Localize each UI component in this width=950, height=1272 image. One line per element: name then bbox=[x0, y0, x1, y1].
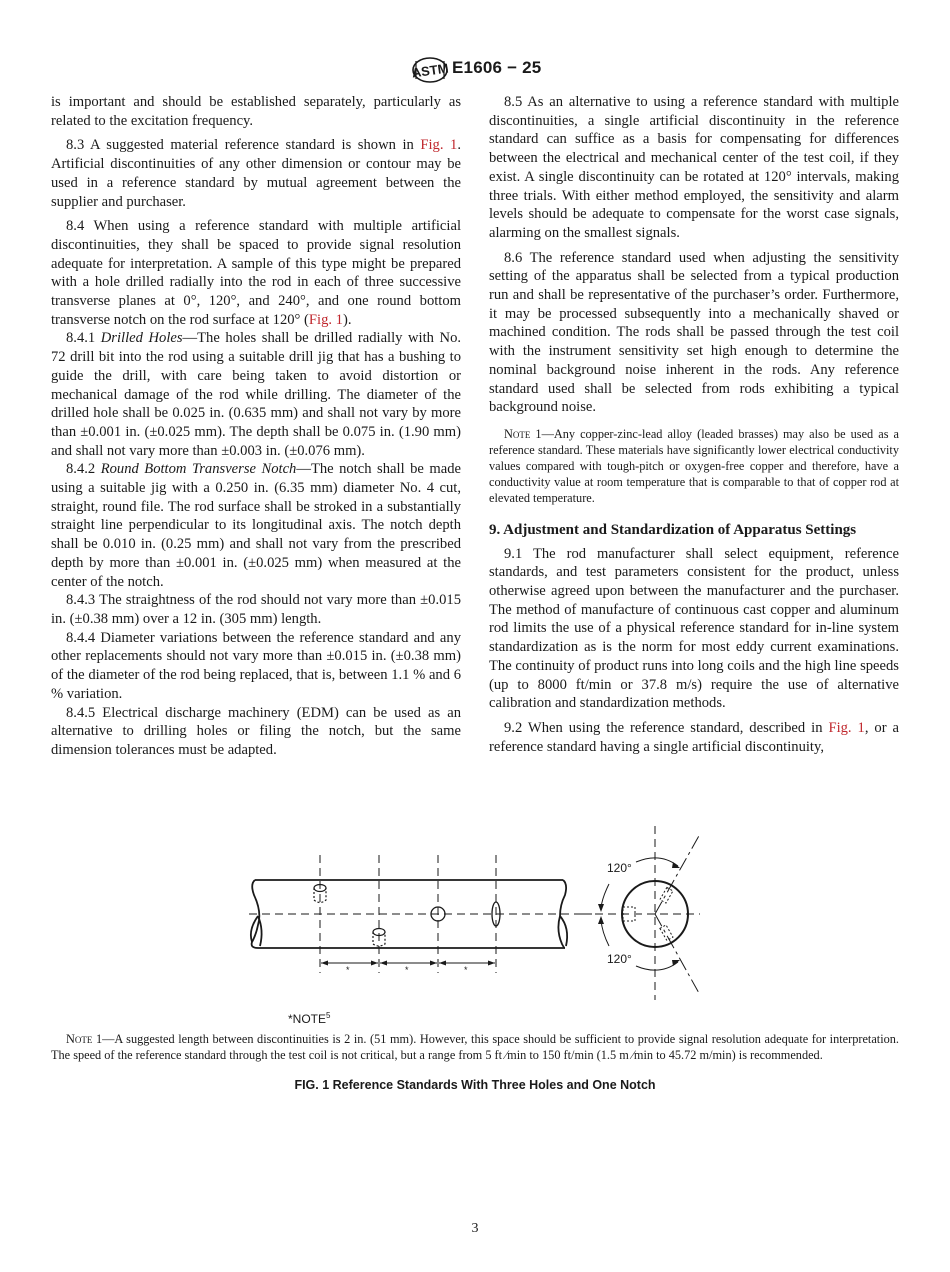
note-text: —A suggested length between discontinuities is 2 in. (51 mm). However, this space should be sufficient to provide signal resolution adequate for interpretation. The speed of the reference standard through the test coil is not critical, but a range from 5 ft ⁄min to 150 ft/min (1.5 m ⁄min to 45.72 m/min) is recommended. bbox=[51, 1032, 899, 1062]
astm-logo-icon bbox=[410, 56, 450, 84]
paragraph-8-4 bbox=[51, 217, 461, 329]
spacing-marker: * bbox=[405, 965, 409, 975]
figure-note bbox=[51, 1031, 899, 1063]
paragraph-text: 8.3 A suggested material reference standard is shown in bbox=[66, 137, 421, 154]
paragraph-9-2 bbox=[489, 719, 899, 756]
right-column bbox=[489, 93, 899, 756]
drilled-hole-3 bbox=[431, 907, 445, 921]
cross-section-drawing bbox=[582, 826, 700, 1000]
paragraph-9-1: 9.1 The rod manufacturer shall select equipment, reference standards, and test parameters consistent for the product, unless otherwise agreed upon between the manufacturer and the purchaser. The method of manufacture of continuous cast copper and aluminum rod limits the use of a physical reference standard for in-line system standardization as is the norm for most eddy current examinations. The continuity of product runs into long coils and the high line speeds (up to 8000 ft/min or 37.8 m/s) require the use of alternative calibration and standardization methods. bbox=[489, 545, 899, 712]
page-number: 3 bbox=[471, 1221, 479, 1236]
paragraph-8-3 bbox=[51, 136, 461, 211]
fig-1-link[interactable]: Fig. 1 bbox=[420, 137, 458, 154]
rod-drawing bbox=[251, 880, 567, 948]
fig-1-link[interactable]: Fig. 1 bbox=[308, 311, 343, 328]
paragraph-8-4-1 bbox=[51, 329, 461, 460]
discontinuity-planes bbox=[320, 855, 496, 973]
drilled-hole-1 bbox=[314, 885, 326, 903]
paragraph-text: . Artificial discontinuities of any other dimension or contour may be used in a reference standard by mutual agreement between the supplier and purchaser. bbox=[51, 137, 461, 210]
spacing-marker: * bbox=[346, 965, 350, 975]
note-ref-superscript: 5 bbox=[326, 1011, 331, 1020]
paragraph-continuation: is important and should be established separately, particularly as related to the excitation frequency. bbox=[51, 94, 461, 129]
note-label: Note 1 bbox=[504, 426, 542, 441]
paragraph-text: , or a reference standard having a single artificial discontinuity, bbox=[489, 719, 899, 755]
note-1 bbox=[489, 426, 899, 506]
left-column bbox=[51, 93, 461, 760]
document-id: E1606 − 25 bbox=[452, 58, 542, 77]
note-reference bbox=[288, 1011, 330, 1026]
spacing-marker: * bbox=[464, 965, 468, 975]
paragraph-8-4-4: 8.4.4 Diameter variations between the reference standard and any other replacements should not vary more than ±0.015 in. (±0.38 mm) of the diameter of the rod being replaced, that is, between 1.1 % and 6 % variation. bbox=[51, 629, 461, 702]
note-label: Note 1 bbox=[66, 1032, 103, 1046]
paragraph-text: 9.2 When using the reference standard, described in bbox=[504, 719, 829, 736]
paragraph-text: ). bbox=[342, 311, 352, 328]
angle-label-bottom: 120° bbox=[607, 952, 632, 966]
paragraph-8-6: 8.6 The reference standard used when adjusting the sensitivity setting of the apparatus shall be selected from a typical production run and shall be representative of the purchaser’s order. Furthermore, it may be processed subsequently into a mechanically shaved or machined condition. The rods shall be passed through the test coil with the instrument sensitivity set high enough to determine the nominal background noise inherent in the rods. Any reference standard used shall be selected from rods exhibiting a typical background noise. bbox=[489, 249, 899, 416]
note-ref-text: *NOTE bbox=[288, 1012, 327, 1026]
paragraph-8-4-2 bbox=[51, 460, 461, 591]
figure-caption: FIG. 1 Reference Standards With Three Holes and One Notch bbox=[294, 1078, 656, 1092]
paragraph-8-4-3: 8.4.3 The straightness of the rod should not vary more than ±0.015 in. (±0.38 mm) over a 12 in. (305 mm) length. bbox=[51, 592, 461, 627]
subsection-title: Round Bottom Transverse Notch bbox=[100, 461, 297, 478]
page-header bbox=[0, 56, 950, 86]
paragraph-text: 8.4 When using a reference standard with multiple artificial discontinuities, they shall be spaced to provide signal resolution adequate for interpretation. A sample of this type might be prepared with a hole drilled radially into the rod in each of three successive transverse planes at 0°, 120°, and 240°, and one round bottom transverse notch on the rod surface at 120° ( bbox=[51, 218, 461, 328]
svg-text:ASTM: ASTM bbox=[410, 60, 450, 81]
fig-1-link[interactable]: Fig. 1 bbox=[828, 719, 865, 736]
notch bbox=[492, 902, 500, 926]
paragraph-8-5: 8.5 As an alternative to using a reference standard with multiple discontinuities, a single artificial discontinuity in the reference standard can suffice as a basis for compensating for differences between the electrical and mechanical center of the test coil, if they exist. A single discontinuity can be rotated at 120° intervals, making three trials. With either method employed, the sensitivity and alarm levels should be adequate to compensate for the worst case signals, alarming on the smallest signals. bbox=[489, 94, 899, 241]
note-text: —Any copper-zinc-lead alloy (leaded brasses) may also be used as a reference standard. These materials have significantly lower electrical conductivity values compared with tough-pitch or oxygen-free copper and therefore, have a conductivity value at room temperature that is comparable to that of copper rod at elevated temperature. bbox=[489, 426, 899, 505]
section-9-heading: 9. Adjustment and Standardization of Apparatus Settings bbox=[489, 521, 857, 538]
subsection-title: Drilled Holes bbox=[100, 330, 183, 347]
angle-label-top: 120° bbox=[607, 861, 632, 875]
figure-note-text bbox=[51, 1031, 899, 1063]
drilled-hole-2 bbox=[373, 929, 385, 947]
paragraph-text: —The holes shall be drilled radially with No. 72 drill bit into the rod using a suitable drill jig that has a bushing to guide the drill, with care being taken to avoid distortion or mechanical damage of the rod while drilling. The diameter of the drilled hole shall be 0.025 in. (0.635 mm) and shall not vary by more than ±0.001 in. (±0.025 mm). The depth shall be 0.075 in. (1.90 mm) and shall not vary more than ±0.003 in. (±0.076 mm). bbox=[51, 330, 462, 459]
section-number: 8.4.1 bbox=[66, 330, 101, 347]
paragraph-8-4-5: 8.4.5 Electrical discharge machinery (EDM) can be used as an alternative to drilling holes or filing the notch, but the same dimension tolerances must be adapted. bbox=[51, 704, 461, 758]
paragraph-text: —The notch shall be made using a suitable jig with a 0.250 in. (6.35 mm) diameter No. 4 cut, straight, round file. The rod surface shall be stroked in a substantially straight line perpendicular to its longitudinal axis. The notch depth shall be 0.010 in. (0.25 mm) and shall not vary from the prescribed depth by more than ±0.001 in. (±0.025 mm) when measured at the center of the notch. bbox=[51, 461, 461, 590]
section-number: 8.4.2 bbox=[66, 461, 101, 478]
angle-arrowheads bbox=[598, 862, 680, 966]
